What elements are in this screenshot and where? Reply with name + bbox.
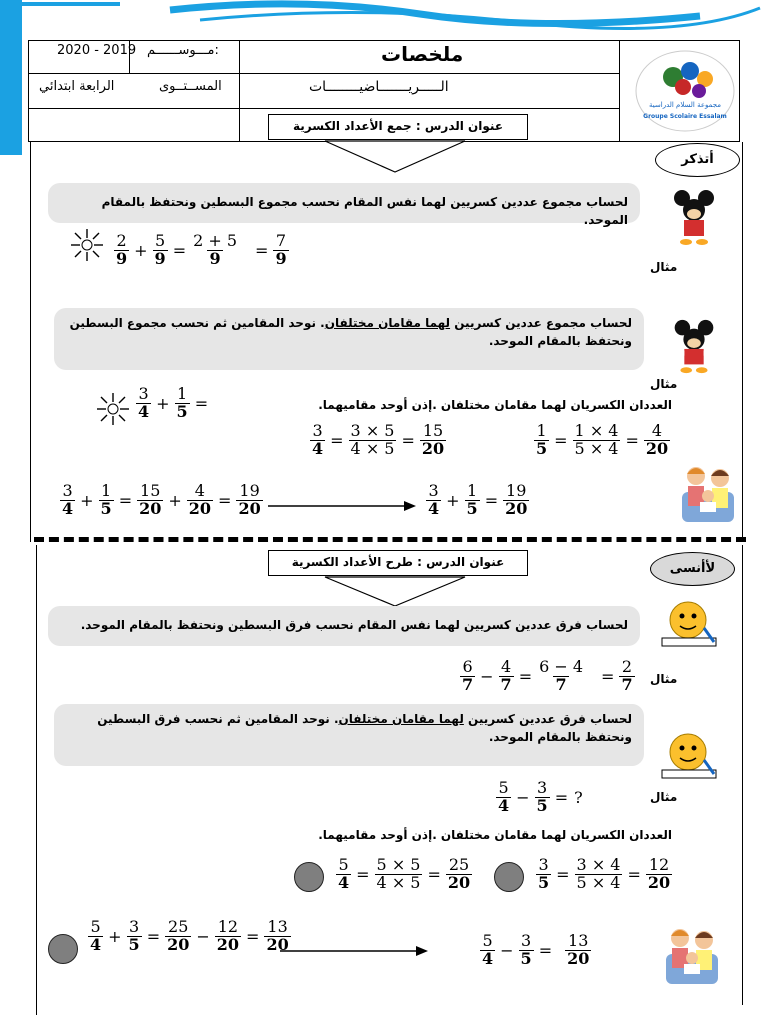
underlined-phrase: لهما مقامان مختلفان — [324, 316, 451, 330]
school-logo — [635, 47, 735, 135]
sun-icon — [70, 228, 104, 262]
underlined-phrase-2: لهما مقامان مختلفان — [338, 712, 464, 726]
right-arrow-icon — [268, 499, 418, 513]
sum-calculation: 3 4 + $\frac{1}{5}$ = $\frac{15}{20}$ + $\frac{4}{20}$ = $\frac{19}{20}$ — [62, 481, 261, 518]
top-decoration — [0, 0, 768, 30]
example2-sub-question: 5 4 − $\frac{3}{5}$ = ? — [498, 778, 583, 815]
example-label-2: مثال — [650, 377, 678, 391]
left-blue-band — [0, 0, 22, 155]
season-value: 2020 - 2019 — [57, 43, 137, 58]
convert-fraction-1: $\frac{3}{4}$ = $\frac{3 \times 5}{4 \times 5}$ = $\frac{15}{20}$ — [312, 421, 445, 458]
difference-result: 5 4 − $\frac{3}{5}$ = $\frac{13}{20}$ — [482, 931, 590, 968]
down-arrow-icon — [320, 140, 470, 174]
left-border-2 — [36, 545, 37, 1015]
convert-fraction-3: $\frac{5}{4}$ = $\frac{5 \times 5}{4 \times 5}$ = $\frac{25}{20}$ — [338, 855, 471, 892]
explanation-sentence-2: العددان الكسريان لهما مقامان مختلفان .إذن أوحد مقاميهما. — [318, 828, 672, 842]
example2-question: 3 4 + $\frac{1}{5}$ = — [138, 384, 209, 421]
convert-fraction-4: $\frac{3}{5}$ = $\frac{3 \times 4}{5 \times 4}$ = $\frac{12}{20}$ — [538, 855, 671, 892]
rule-same-denominator-diff: لحساب فرق عددين كسريين لهما نفس المقام نحسب فرق البسطين ونحتفظ بالمقام الموحد. — [48, 606, 640, 646]
bullet-dot-1 — [294, 862, 324, 892]
logo-text: مجموعة السلام الدراسية — [649, 101, 721, 109]
right-border — [742, 142, 743, 542]
season-label: مـــوســــــم: — [147, 43, 219, 58]
logo-graphic — [635, 47, 735, 135]
example1-addition: 2 9 + $\frac{5}{9}$ = $\frac{2 + 5}{9}$ = $\frac{7}{9}$ — [116, 231, 287, 268]
convert-fraction-2: $\frac{1}{5}$ = $\frac{1 \times 4}{5 \times 4}$ = $\frac{4}{20}$ — [536, 421, 669, 458]
page-title: ملخصات — [381, 42, 464, 66]
right-border-2 — [742, 545, 743, 1005]
badge-remember: أتذكر — [655, 143, 740, 177]
rule-different-denominator-sum: لحساب مجموع عددين كسريين لهما مقامان مختلفان. نوحد المقامين ثم نحسب مجموع البسطين ونحتفظ بالمقام الموحد. — [54, 308, 644, 370]
example-label: مثال — [650, 260, 678, 274]
logo-text-fr: Groupe Scolaire Essalam — [643, 113, 727, 120]
explanation-sentence: العددان الكسريان لهما مقامان مختلفان .إذن أوحد مقاميهما. — [318, 398, 672, 412]
right-arrow-icon-2 — [280, 944, 430, 958]
mickey-icon — [664, 188, 724, 248]
bullet-dot-2 — [494, 862, 524, 892]
smiley-writing-icon — [658, 598, 720, 650]
bullet-dot-3 — [48, 934, 78, 964]
family-reading-icon-2 — [662, 924, 722, 988]
family-reading-icon — [678, 462, 738, 526]
smiley-writing-icon-2 — [658, 730, 720, 782]
sum-result: 3 4 + $\frac{1}{5}$ = $\frac{19}{20}$ — [428, 481, 528, 518]
badge-dont-forget: لأأنسى — [650, 552, 735, 586]
level-value: الرابعة ابتدائي — [39, 79, 115, 94]
lesson-title-subtraction: عنوان الدرس : طرح الأعداد الكسرية — [268, 550, 528, 576]
sun-icon-2 — [96, 392, 130, 426]
level-label: المســتــوى — [159, 79, 222, 94]
lesson-title-addition: عنوان الدرس : جمع الأعداد الكسرية — [268, 114, 528, 140]
mickey-icon-2 — [664, 318, 724, 376]
difference-calculation: 5 4 + $\frac{3}{5}$ = $\frac{25}{20}$ − $\frac{12}{20}$ = $\frac{13}{20}$ — [90, 917, 289, 954]
rule-different-denominator-diff: لحساب فرق عددين كسريين لهما مقامان مختلفان. نوحد المقامين ثم نحسب فرق البسطين ونحتفظ بالمقام الموحد. — [54, 704, 644, 766]
rule-same-denominator-sum: لحساب مجموع عددين كسريين لهما نفس المقام نحسب مجموع البسطين ونحتفظ بالمقام الموحد. — [48, 183, 640, 223]
down-arrow-icon-2 — [320, 576, 470, 608]
example1-subtraction: 6 7 − $\frac{4}{7}$ = $\frac{6 - 4}{7}$ = $\frac{2}{7}$ — [462, 657, 633, 694]
example-label-4: مثال — [650, 790, 678, 804]
section-separator — [34, 537, 746, 542]
example-label-3: مثال — [650, 672, 678, 686]
left-border — [30, 142, 31, 542]
subject-label: الـــــريـــــــاضيــــــــات — [309, 79, 449, 95]
